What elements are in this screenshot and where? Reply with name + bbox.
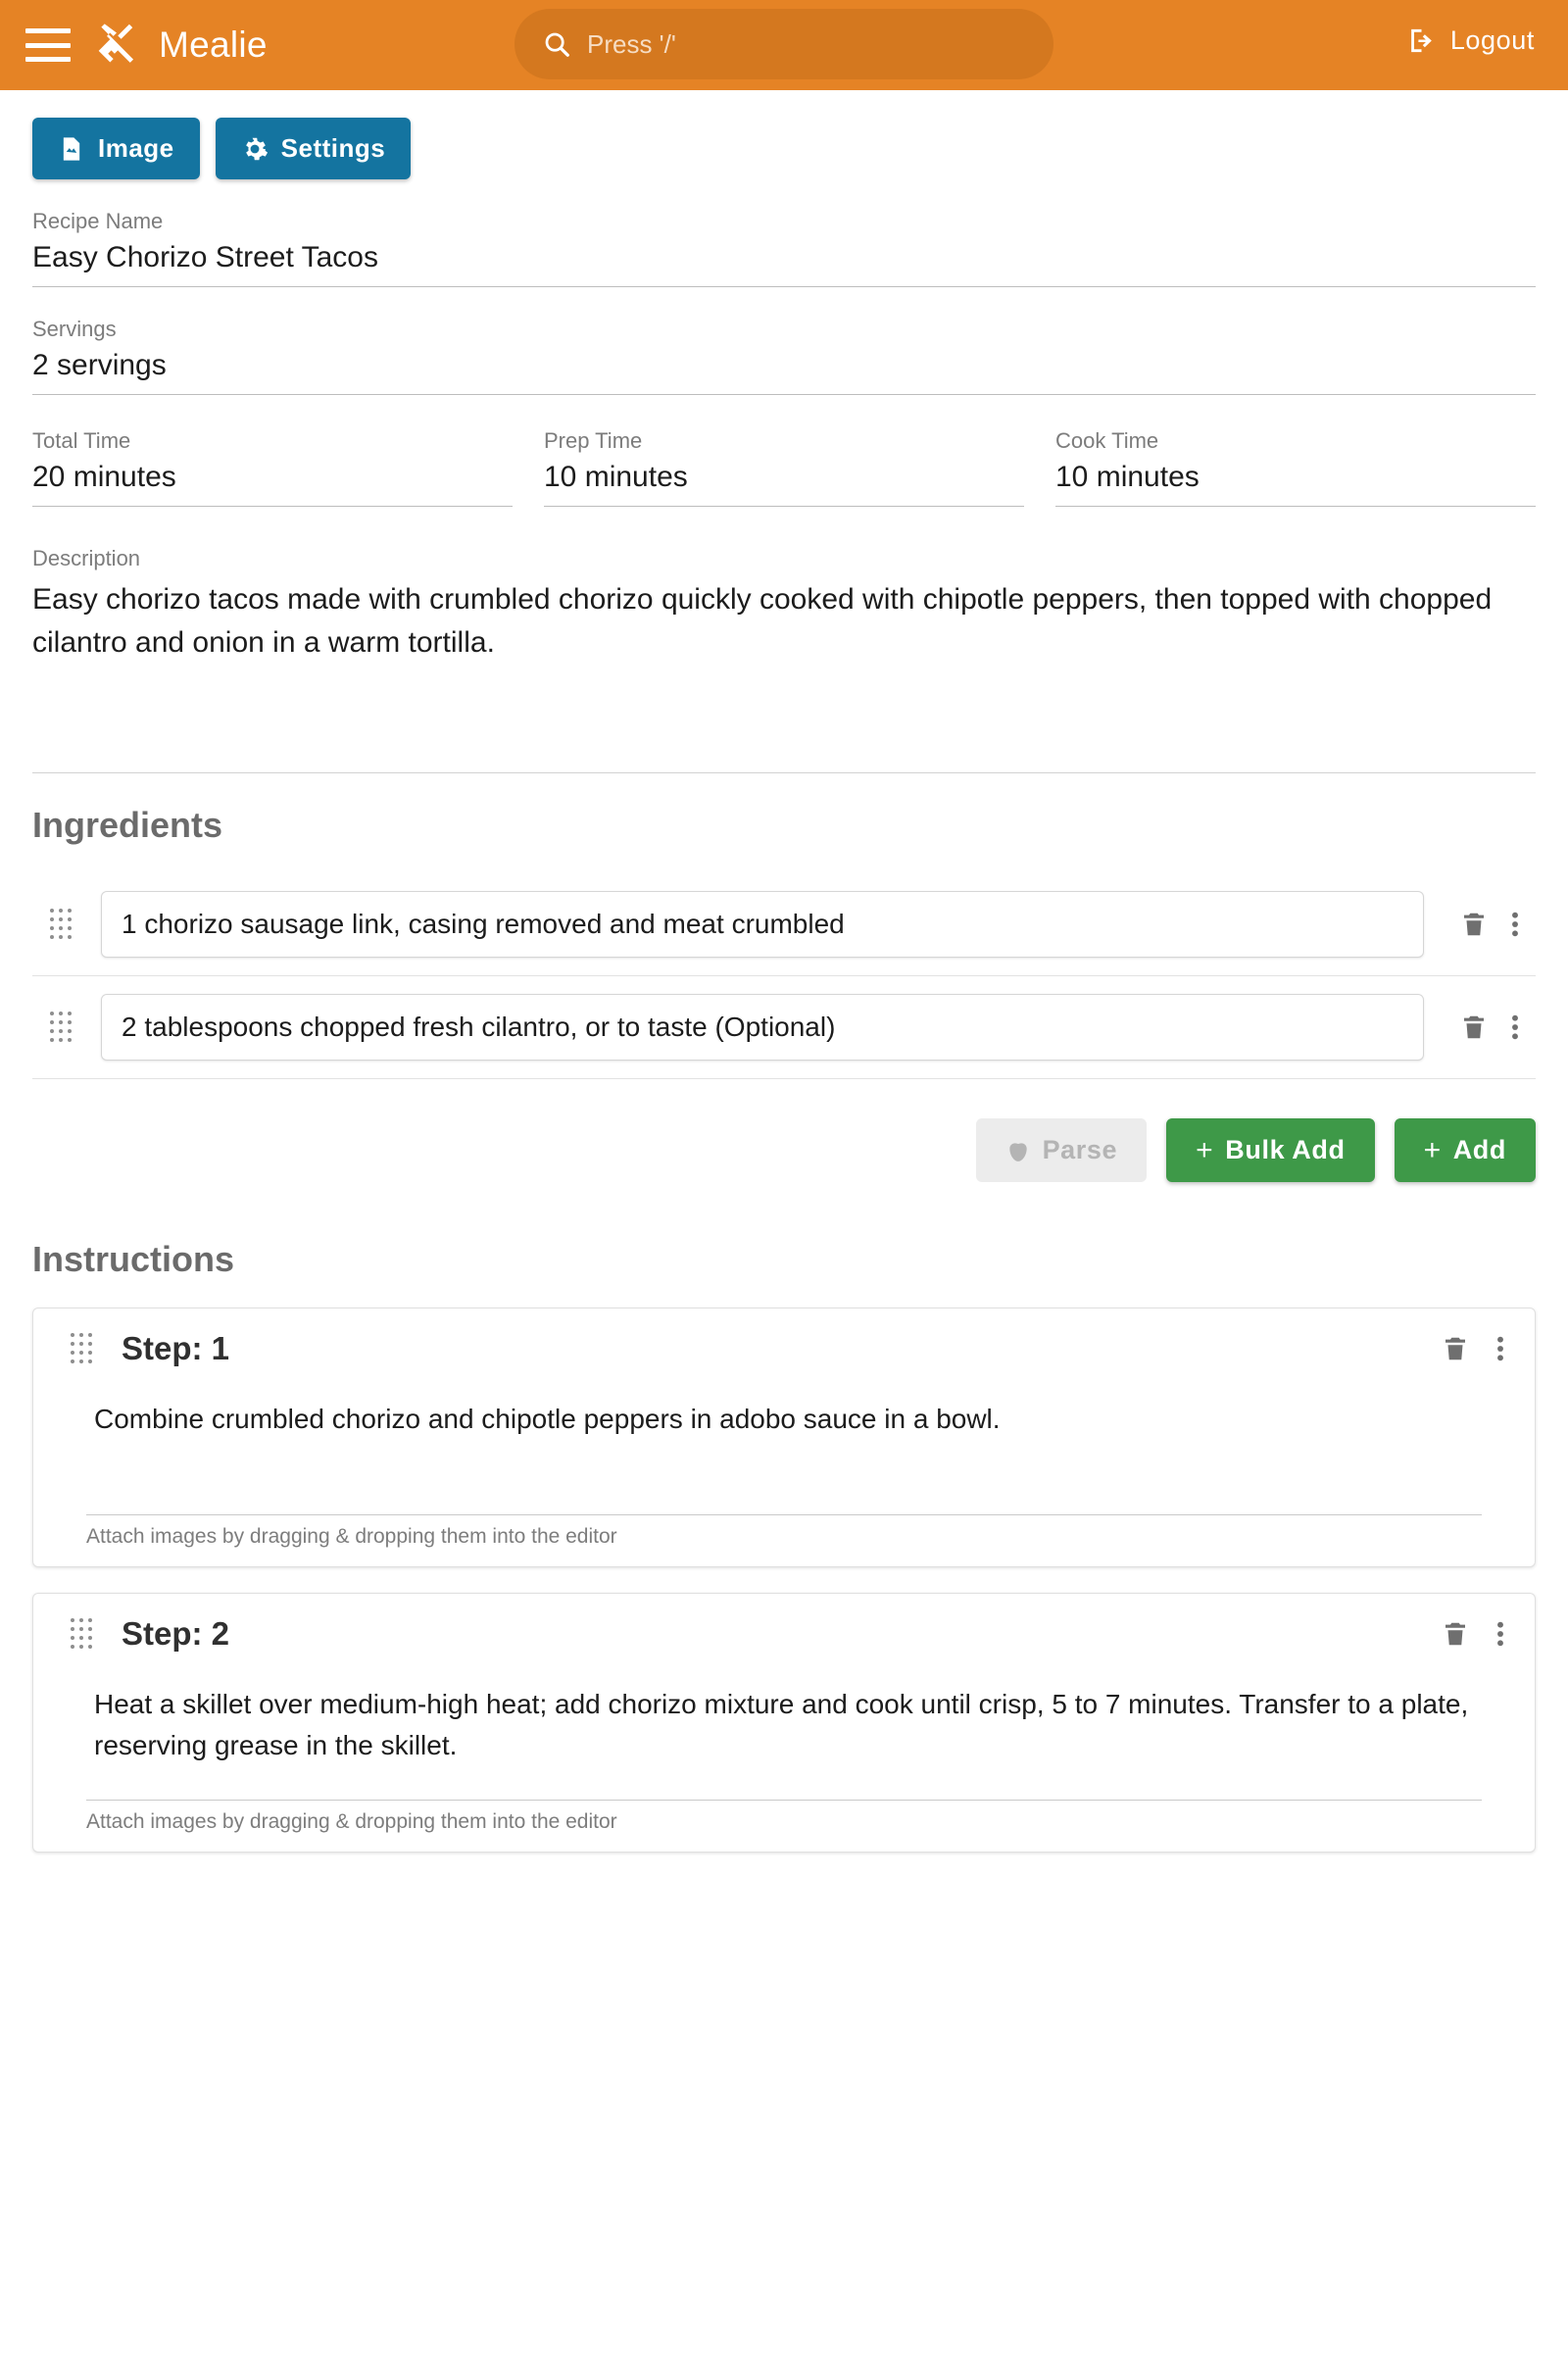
drag-handle-icon[interactable] (50, 910, 75, 939)
hamburger-menu-icon[interactable] (25, 28, 71, 62)
recipe-name-value[interactable]: Easy Chorizo Street Tacos (32, 241, 1536, 287)
servings-label: Servings (32, 317, 117, 341)
fork-knife-logo-icon (92, 21, 141, 70)
logout-icon (1406, 25, 1437, 56)
step-title: Step: 2 (122, 1615, 230, 1652)
step-actions (1441, 1333, 1505, 1364)
food-apple-icon (1005, 1138, 1031, 1163)
step-attach-hint: Attach images by dragging & dropping them into the editor (86, 1514, 1482, 1549)
instructions-heading: Instructions (32, 1239, 235, 1279)
instruction-step-card (32, 1308, 1536, 1567)
ingredients-heading: Ingredients (32, 805, 223, 845)
cook-time-label: Cook Time (1055, 428, 1159, 453)
trash-icon[interactable] (1441, 1618, 1470, 1650)
description-divider (32, 772, 1536, 773)
parse-button[interactable] (976, 1118, 1148, 1182)
editor-sheet (32, 90, 1536, 1853)
ingredient-row-actions (1459, 909, 1520, 940)
drag-handle-icon[interactable] (71, 1334, 96, 1363)
settings-button[interactable] (216, 118, 412, 179)
trash-icon[interactable] (1441, 1333, 1470, 1364)
editor-content (0, 90, 1568, 1853)
servings-field[interactable] (32, 317, 1536, 395)
ingredient-actions (32, 1118, 1536, 1182)
add-ingredient-button[interactable] (1395, 1118, 1536, 1182)
total-time-value[interactable]: 20 minutes (32, 461, 513, 507)
ingredient-input[interactable]: 1 chorizo sausage link, casing removed and meat crumbled (101, 891, 1424, 958)
plus-icon: + (1423, 1133, 1442, 1166)
search-icon (542, 29, 571, 59)
step-attach-hint: Attach images by dragging & dropping them into the editor (86, 1800, 1482, 1834)
more-vertical-icon[interactable] (1510, 1012, 1520, 1043)
logout-label: Logout (1449, 25, 1535, 55)
add-label: Add (1452, 1135, 1506, 1164)
cook-time-value[interactable]: 10 minutes (1055, 461, 1536, 507)
image-button-label: Image (98, 133, 174, 163)
trash-icon[interactable] (1459, 909, 1489, 940)
description-label: Description (32, 546, 141, 570)
step-header (63, 1330, 1505, 1367)
search-input[interactable] (514, 9, 1054, 79)
settings-button-label: Settings (280, 133, 386, 163)
ingredient-row (32, 873, 1536, 976)
total-time-label: Total Time (32, 428, 131, 453)
prep-time-field[interactable] (544, 428, 1024, 507)
more-vertical-icon[interactable] (1495, 1618, 1505, 1650)
step-body-input[interactable]: Heat a skillet over medium-high heat; add chorizo mixture and cook until crisp, 5 to 7 minutes. Transfer to a plate, reserving grease in the skillet. (94, 1689, 1469, 1760)
bulk-add-label: Bulk Add (1225, 1135, 1346, 1164)
app-title: Mealie (159, 25, 268, 65)
parse-button-label: Parse (1042, 1135, 1118, 1164)
prep-time-value[interactable]: 10 minutes (544, 461, 1024, 507)
search-placeholder: Press '/' (587, 28, 676, 59)
logout-button[interactable] (1406, 25, 1535, 56)
plus-icon: + (1196, 1133, 1214, 1166)
ingredient-input[interactable]: 2 tablespoons chopped fresh cilantro, or to taste (Optional) (101, 994, 1424, 1061)
drag-handle-icon[interactable] (71, 1619, 96, 1649)
total-time-field[interactable] (32, 428, 513, 507)
ingredient-row (32, 976, 1536, 1079)
image-file-icon (58, 135, 85, 163)
more-vertical-icon[interactable] (1495, 1333, 1505, 1364)
step-body-input[interactable]: Combine crumbled chorizo and chipotle peppers in adobo sauce in a bowl. (94, 1404, 1001, 1434)
instruction-step-card (32, 1593, 1536, 1853)
times-row (32, 428, 1536, 507)
description-value[interactable]: Easy chorizo tacos made with crumbled chorizo quickly cooked with chipotle peppers, then topped with chopped cilantro and onion in a warm tortilla. (32, 583, 1493, 660)
gear-icon (241, 135, 269, 163)
trash-icon[interactable] (1459, 1012, 1489, 1043)
servings-value[interactable]: 2 servings (32, 349, 1536, 395)
drag-handle-icon[interactable] (50, 1013, 75, 1042)
editor-toolbar (32, 90, 1536, 179)
brand[interactable] (92, 21, 268, 70)
recipe-name-label: Recipe Name (32, 209, 164, 233)
step-header (63, 1615, 1505, 1653)
cook-time-field[interactable] (1055, 428, 1536, 507)
more-vertical-icon[interactable] (1510, 909, 1520, 940)
image-button[interactable] (32, 118, 200, 179)
ingredient-row-actions (1459, 1012, 1520, 1043)
step-title: Step: 1 (122, 1330, 230, 1366)
recipe-name-field[interactable] (32, 209, 1536, 287)
description-field[interactable] (32, 546, 1536, 755)
step-actions (1441, 1618, 1505, 1650)
app-bar (0, 0, 1568, 90)
prep-time-label: Prep Time (544, 428, 643, 453)
bulk-add-button[interactable] (1166, 1118, 1374, 1182)
